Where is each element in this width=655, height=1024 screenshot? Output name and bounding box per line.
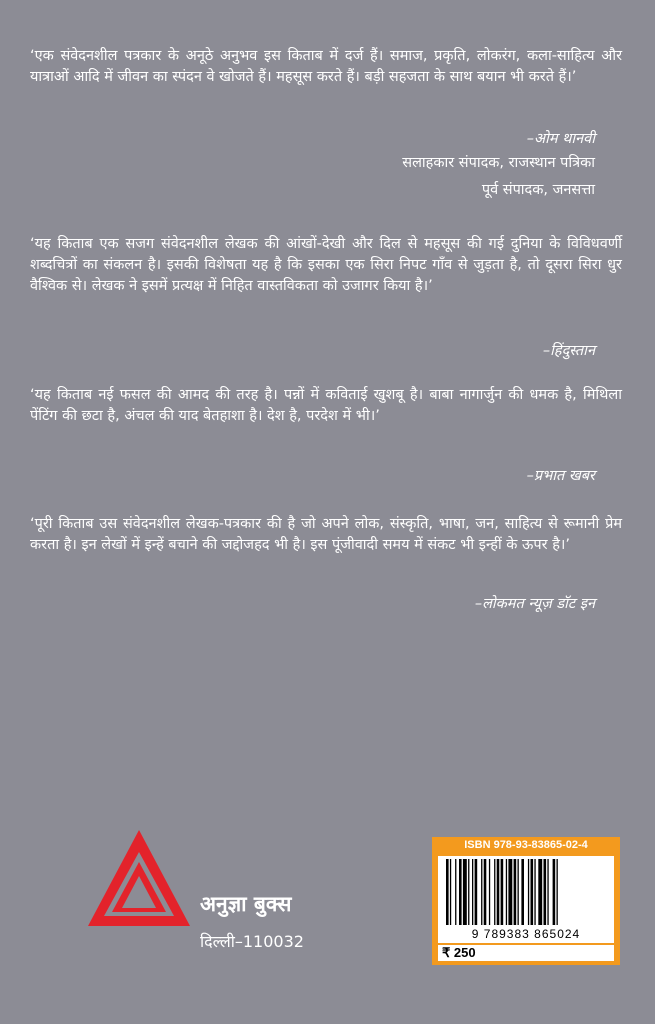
barcode-bar [455,859,456,925]
barcode-bar [508,859,512,925]
barcode-bar [557,859,558,925]
barcode-bar [484,859,487,925]
barcode-bar [489,859,490,925]
barcode-bar [463,859,467,925]
barcode-bar [475,859,478,925]
review-3-source: –प्रभात खबर [526,468,595,484]
review-2-source: –हिंदुस्तान [542,343,595,359]
barcode-digits: 9 789383 865024 [471,927,581,941]
review-2-text: ‘यह किताब एक सजग संवेदनशील लेखक की आंखों-देखी और दिल से महसूस की गई दुनिया के विविधवर्णी शब्दचित्रों का संकलन है। इसकी विशेषता यह है कि इसका एक सिरा निपट गाँव से जुड़ता है, तो दूसरा सिरा धुर वैश्विक से। लेखक ने इसमें प्रत्यक्ष में निहित वास्तविकता को उजागर किया है।’ [30,236,622,294]
barcode-bar [528,859,529,925]
review-3-text: ‘यह किताब नई फसल की आमद की तरह है। पन्नों में कविताई खुशबू है। बाबा नागार्जुन की धमक है, मिथिला पेंटिंग की छटा है, अंचल की याद बेतहाशा है। देश है, परदेश में भी।’ [30,387,622,424]
barcode-bars [442,859,610,927]
barcode-bar [544,859,547,925]
barcode-bar [553,859,556,925]
review-1-role-1: सलाहकार संपादक, राजस्थान पत्रिका [402,155,595,171]
barcode-bar [534,859,535,925]
barcode-bar [518,859,519,925]
review-4-text: ‘पूरी किताब उस संवेदनशील लेखक-पत्रकार की है जो अपने लोक, संस्कृति, भाषा, जन, साहित्य से रूमानी प्रेम करता है। इन लेखों में इन्हें बचाने की जद्दोजहद भी है। इस पूंजीवादी समय में संकट भी इन्हीं के ऊपर है।’ [30,516,622,553]
barcode-panel [432,837,620,965]
barcode-bar [446,859,449,925]
publisher-logo-icon [86,828,192,928]
review-4-source: –लोकमत न्यूज़ डॉट इन [474,596,595,612]
barcode-bar [506,859,507,925]
barcode-bar [450,859,451,925]
barcode-bar [481,859,482,925]
review-1-text: ‘एक संवेदनशील पत्रकार के अनूठे अनुभव इस किताब में दर्ज हैं। समाज, प्रकृति, लोकरंग, कला-साहित्य और यात्राओं आदि में जीवन का स्पंदन वे खोजते हैं। महसूस करते हैं। बड़ी सहजता के साथ बयान भी करते हैं।’ [30,48,622,85]
barcode-bar [494,859,495,925]
barcode-bar [521,859,524,925]
publisher-city: दिल्ली–110032 [200,932,304,951]
barcode-bar [501,859,504,925]
barcode-bar [538,859,542,925]
price-label: ₹ 250 [438,945,614,961]
review-1-source: –ओम थानवी [526,131,595,147]
review-1-role-2: पूर्व संपादक, जनसत्ता [481,182,595,198]
isbn-label: ISBN 978-93-83865-02-4 [464,839,588,851]
barcode-bar [547,859,548,925]
publisher-name: अनुज्ञा बुक्स [200,892,292,916]
barcode-bar [514,859,517,925]
barcode-bar [459,859,462,925]
barcode-bar [531,859,534,925]
barcode-bar [468,859,469,925]
barcode-area [438,856,614,943]
barcode-bar [472,859,473,925]
barcode-bar [497,859,500,925]
